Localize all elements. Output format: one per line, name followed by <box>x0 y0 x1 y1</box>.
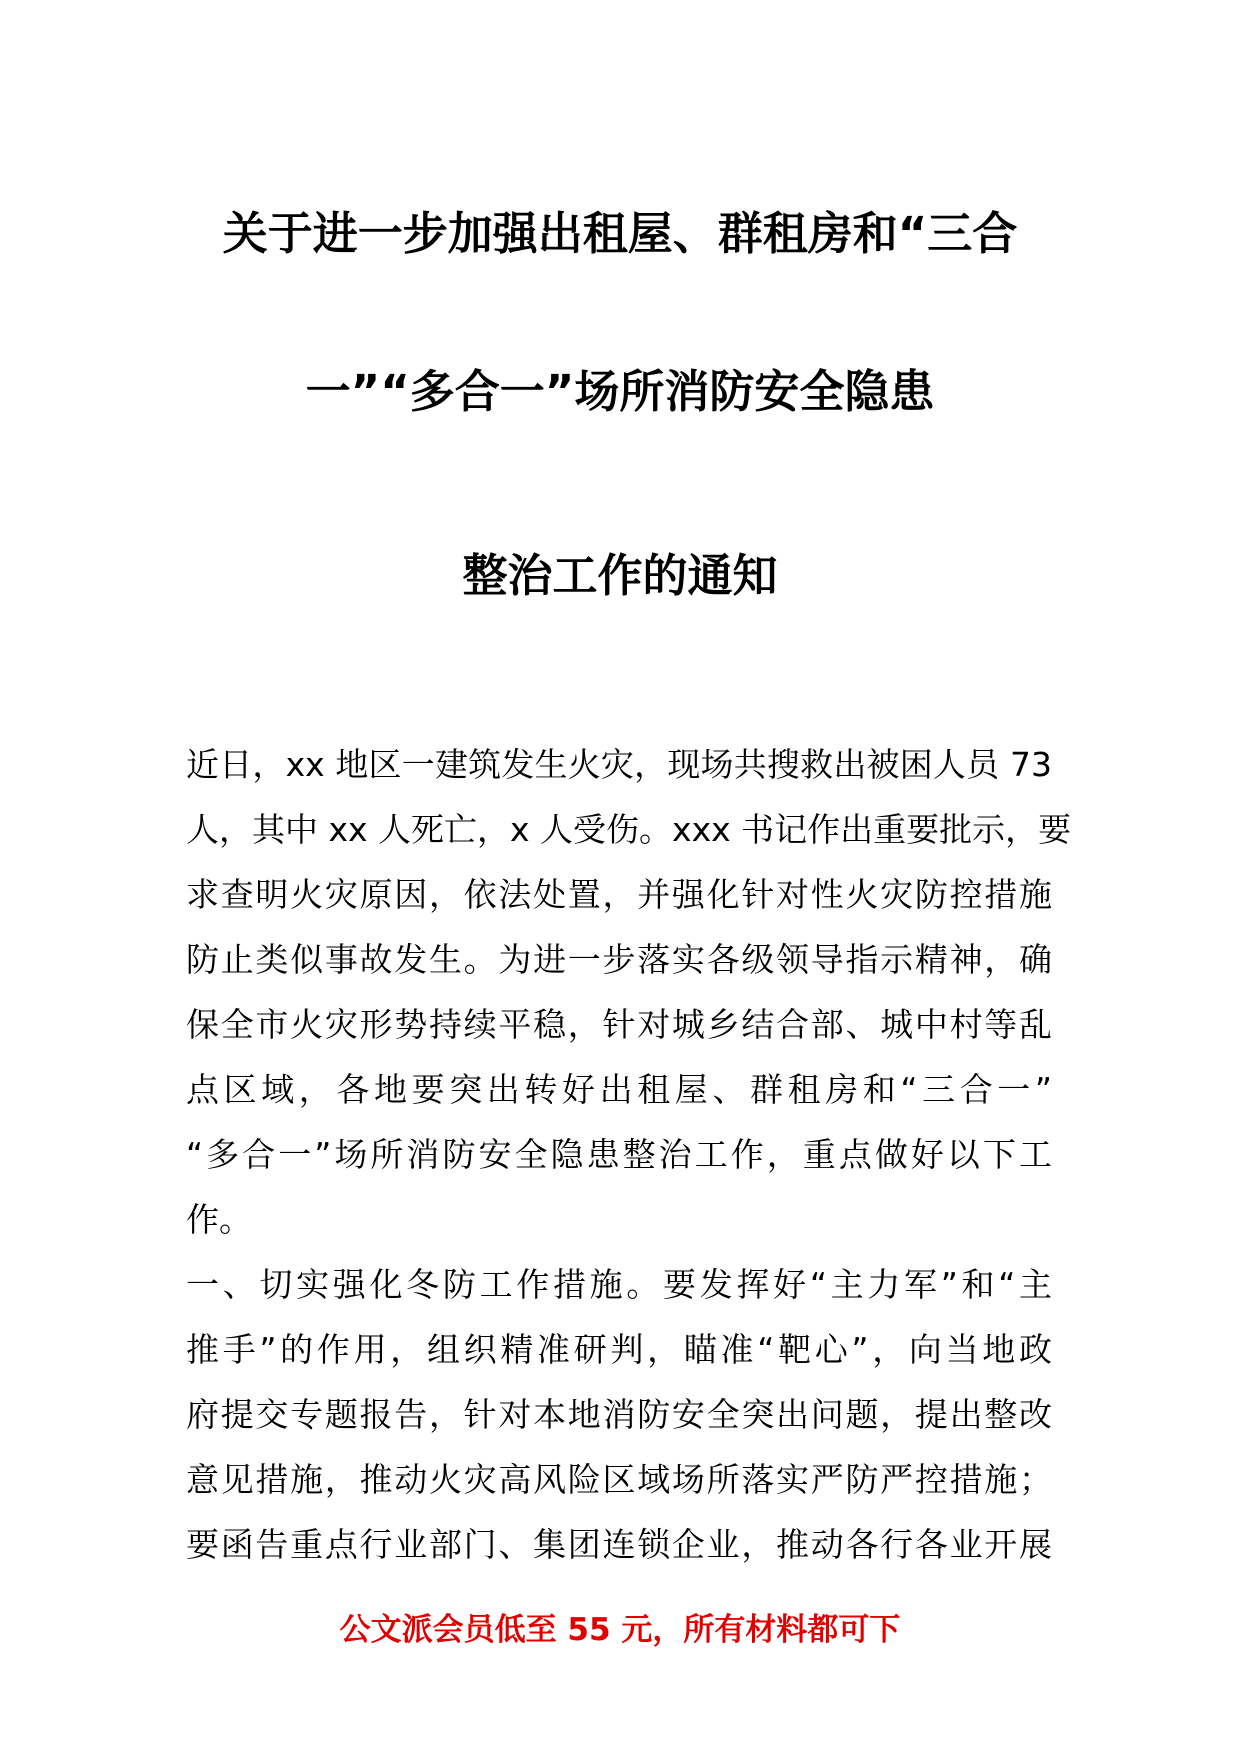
document-title-line-3: 整治工作的通知 <box>462 549 778 602</box>
body-line: 保全市火灾形势持续平稳，针对城乡结合部、城中村等乱 <box>186 1005 1052 1044</box>
body-line: 防止类似事故发生。为进一步落实各级领导指示精神，确 <box>186 940 1052 979</box>
body-line: 点区域，各地要突出转好出租屋、群租房和“三合一” <box>186 1070 1052 1109</box>
body-line: 府提交专题报告，针对本地消防安全突出问题，提出整改 <box>186 1395 1052 1434</box>
body-line: 作。 <box>186 1200 252 1239</box>
body-line: 意见措施，推动火灾高风险区域场所落实严防严控措施； <box>186 1460 1052 1499</box>
body-line: 推手”的作用，组织精准研判，瞄准“靶心”，向当地政 <box>186 1330 1052 1369</box>
membership-footer-notice: 公文派会员低至 55 元，所有材料都可下 <box>339 1612 901 1648</box>
body-line: 求查明火灾原因，依法处置，并强化针对性火灾防控措施 <box>186 875 1052 914</box>
document-body <box>186 732 1072 1577</box>
body-line: 近日，xx 地区一建筑发生火灾，现场共搜救出被困人员 73 <box>186 745 1052 784</box>
document-title-line-1: 关于进一步加强出租屋、群租房和“三合 <box>222 207 1018 260</box>
body-line: “多合一”场所消防安全隐患整治工作，重点做好以下工 <box>186 1135 1052 1174</box>
body-line: 要函告重点行业部门、集团连锁企业，推动各行各业开展 <box>186 1525 1052 1564</box>
body-line: 一、切实强化冬防工作措施。要发挥好“主力军”和“主 <box>186 1265 1052 1304</box>
document-title-line-2: 一”“多合一”场所消防安全隐患 <box>305 365 935 418</box>
body-line: 人，其中 xx 人死亡，x 人受伤。xxx 书记作出重要批示，要 <box>186 810 1072 849</box>
